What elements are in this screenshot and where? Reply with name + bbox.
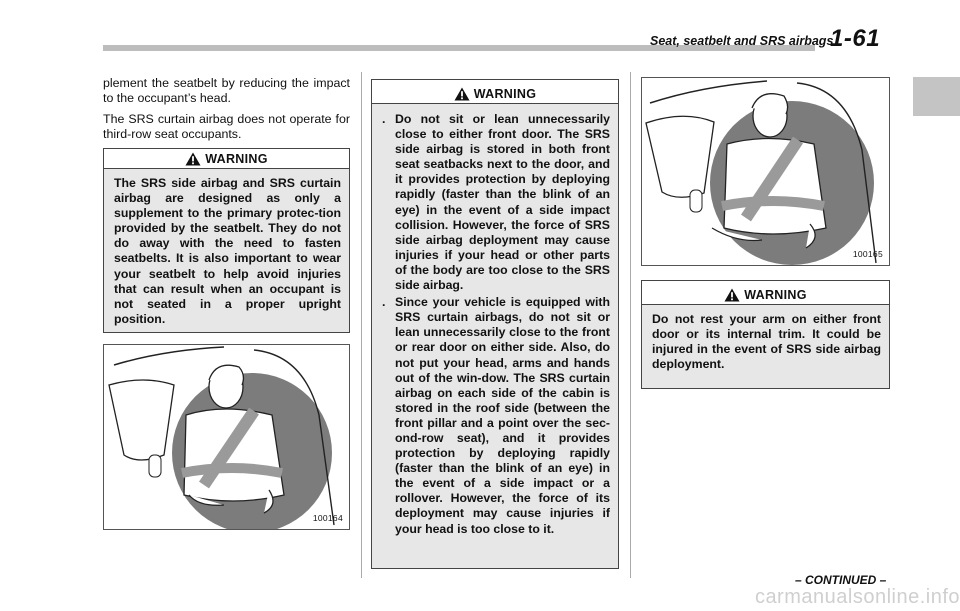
column-divider bbox=[630, 72, 631, 578]
warning-header bbox=[372, 80, 618, 104]
section-title: Seat, seatbelt and SRS airbags bbox=[650, 34, 834, 48]
warning-bullet-text: Do not sit or lean unnecessarily close to either front door. The SRS side airbag is stored in both front seat seatbacks next to the door, and it provides protection by deploying rapidly (faster than the blink of an eye) in the event of a side impact collision. However, the force of SRS side airbag deployment may cause injuries if your head or other parts of the body are too close to the SRS side airbag. bbox=[395, 112, 610, 293]
warning-body bbox=[642, 305, 889, 388]
continued-label: – CONTINUED – bbox=[795, 573, 887, 587]
body-paragraph: plement the seatbelt by reducing the impact to the occupant’s head. bbox=[103, 76, 350, 105]
column-divider bbox=[361, 72, 362, 578]
warning-label: WARNING bbox=[473, 87, 537, 101]
warning-label: WARNING bbox=[205, 152, 268, 166]
list-item bbox=[382, 112, 610, 293]
warning-body bbox=[104, 169, 349, 332]
warning-box bbox=[371, 79, 619, 569]
warning-text: Do not rest your arm on either front door or its internal trim. It could be injured in the event of SRS side airbag deployment. bbox=[652, 312, 881, 372]
warning-box bbox=[641, 280, 890, 389]
chapter-tab bbox=[913, 77, 960, 116]
warning-header bbox=[642, 281, 889, 305]
warning-header bbox=[104, 149, 349, 169]
warning-triangle-icon bbox=[454, 87, 470, 101]
warning-triangle-icon bbox=[185, 152, 201, 166]
occupant-seatbelt-drawing bbox=[104, 345, 350, 529]
warning-list bbox=[382, 112, 610, 537]
column-middle bbox=[371, 79, 619, 569]
warning-bullet-text: Since your vehicle is equipped with SRS curtain airbags, do not sit or lean unnecessarily close to the front or rear door on either side. Also, do not put your head, arms and hands out of the win-dow. The SRS curtain airbag on each side of the cabin is stored in the roof side (between the front pillar and a point over the sec-ond-row seat), and it provides protection by deploying rapidly (faster than the blink of an eye) in the event of a side impact or a rollover. However, the force of its deployment may cause injuries if your head is too close to it. bbox=[395, 295, 610, 536]
figure-code: 100165 bbox=[852, 249, 883, 259]
occupant-seatbelt-drawing bbox=[642, 78, 890, 265]
warning-triangle-icon bbox=[724, 288, 740, 302]
bullet-marker: . bbox=[382, 112, 386, 126]
body-paragraph: The SRS curtain airbag does not operate for third-row seat occupants. bbox=[103, 112, 350, 141]
watermark: carmanualsonline.info bbox=[754, 586, 960, 608]
warning-box bbox=[103, 148, 350, 333]
figure-code: 100164 bbox=[312, 513, 343, 523]
seatbelt-illustration bbox=[641, 77, 890, 266]
page-number: 1-61 bbox=[830, 25, 881, 52]
seatbelt-illustration bbox=[103, 344, 350, 530]
list-item bbox=[382, 295, 610, 537]
warning-label: WARNING bbox=[744, 288, 807, 302]
bullet-marker: . bbox=[382, 295, 386, 310]
column-right bbox=[641, 77, 890, 389]
warning-body bbox=[372, 104, 618, 568]
warning-text: The SRS side airbag and SRS curtain airbag are designed as only a supplement to the primary protec-tion provided by the seatbelt. They do not do away with the need to fasten seatbelts. It is also important to wear your seatbelt to help avoid injuries that can result when an occupant is not seated in a proper upright position. bbox=[114, 176, 341, 326]
column-left bbox=[103, 76, 350, 530]
